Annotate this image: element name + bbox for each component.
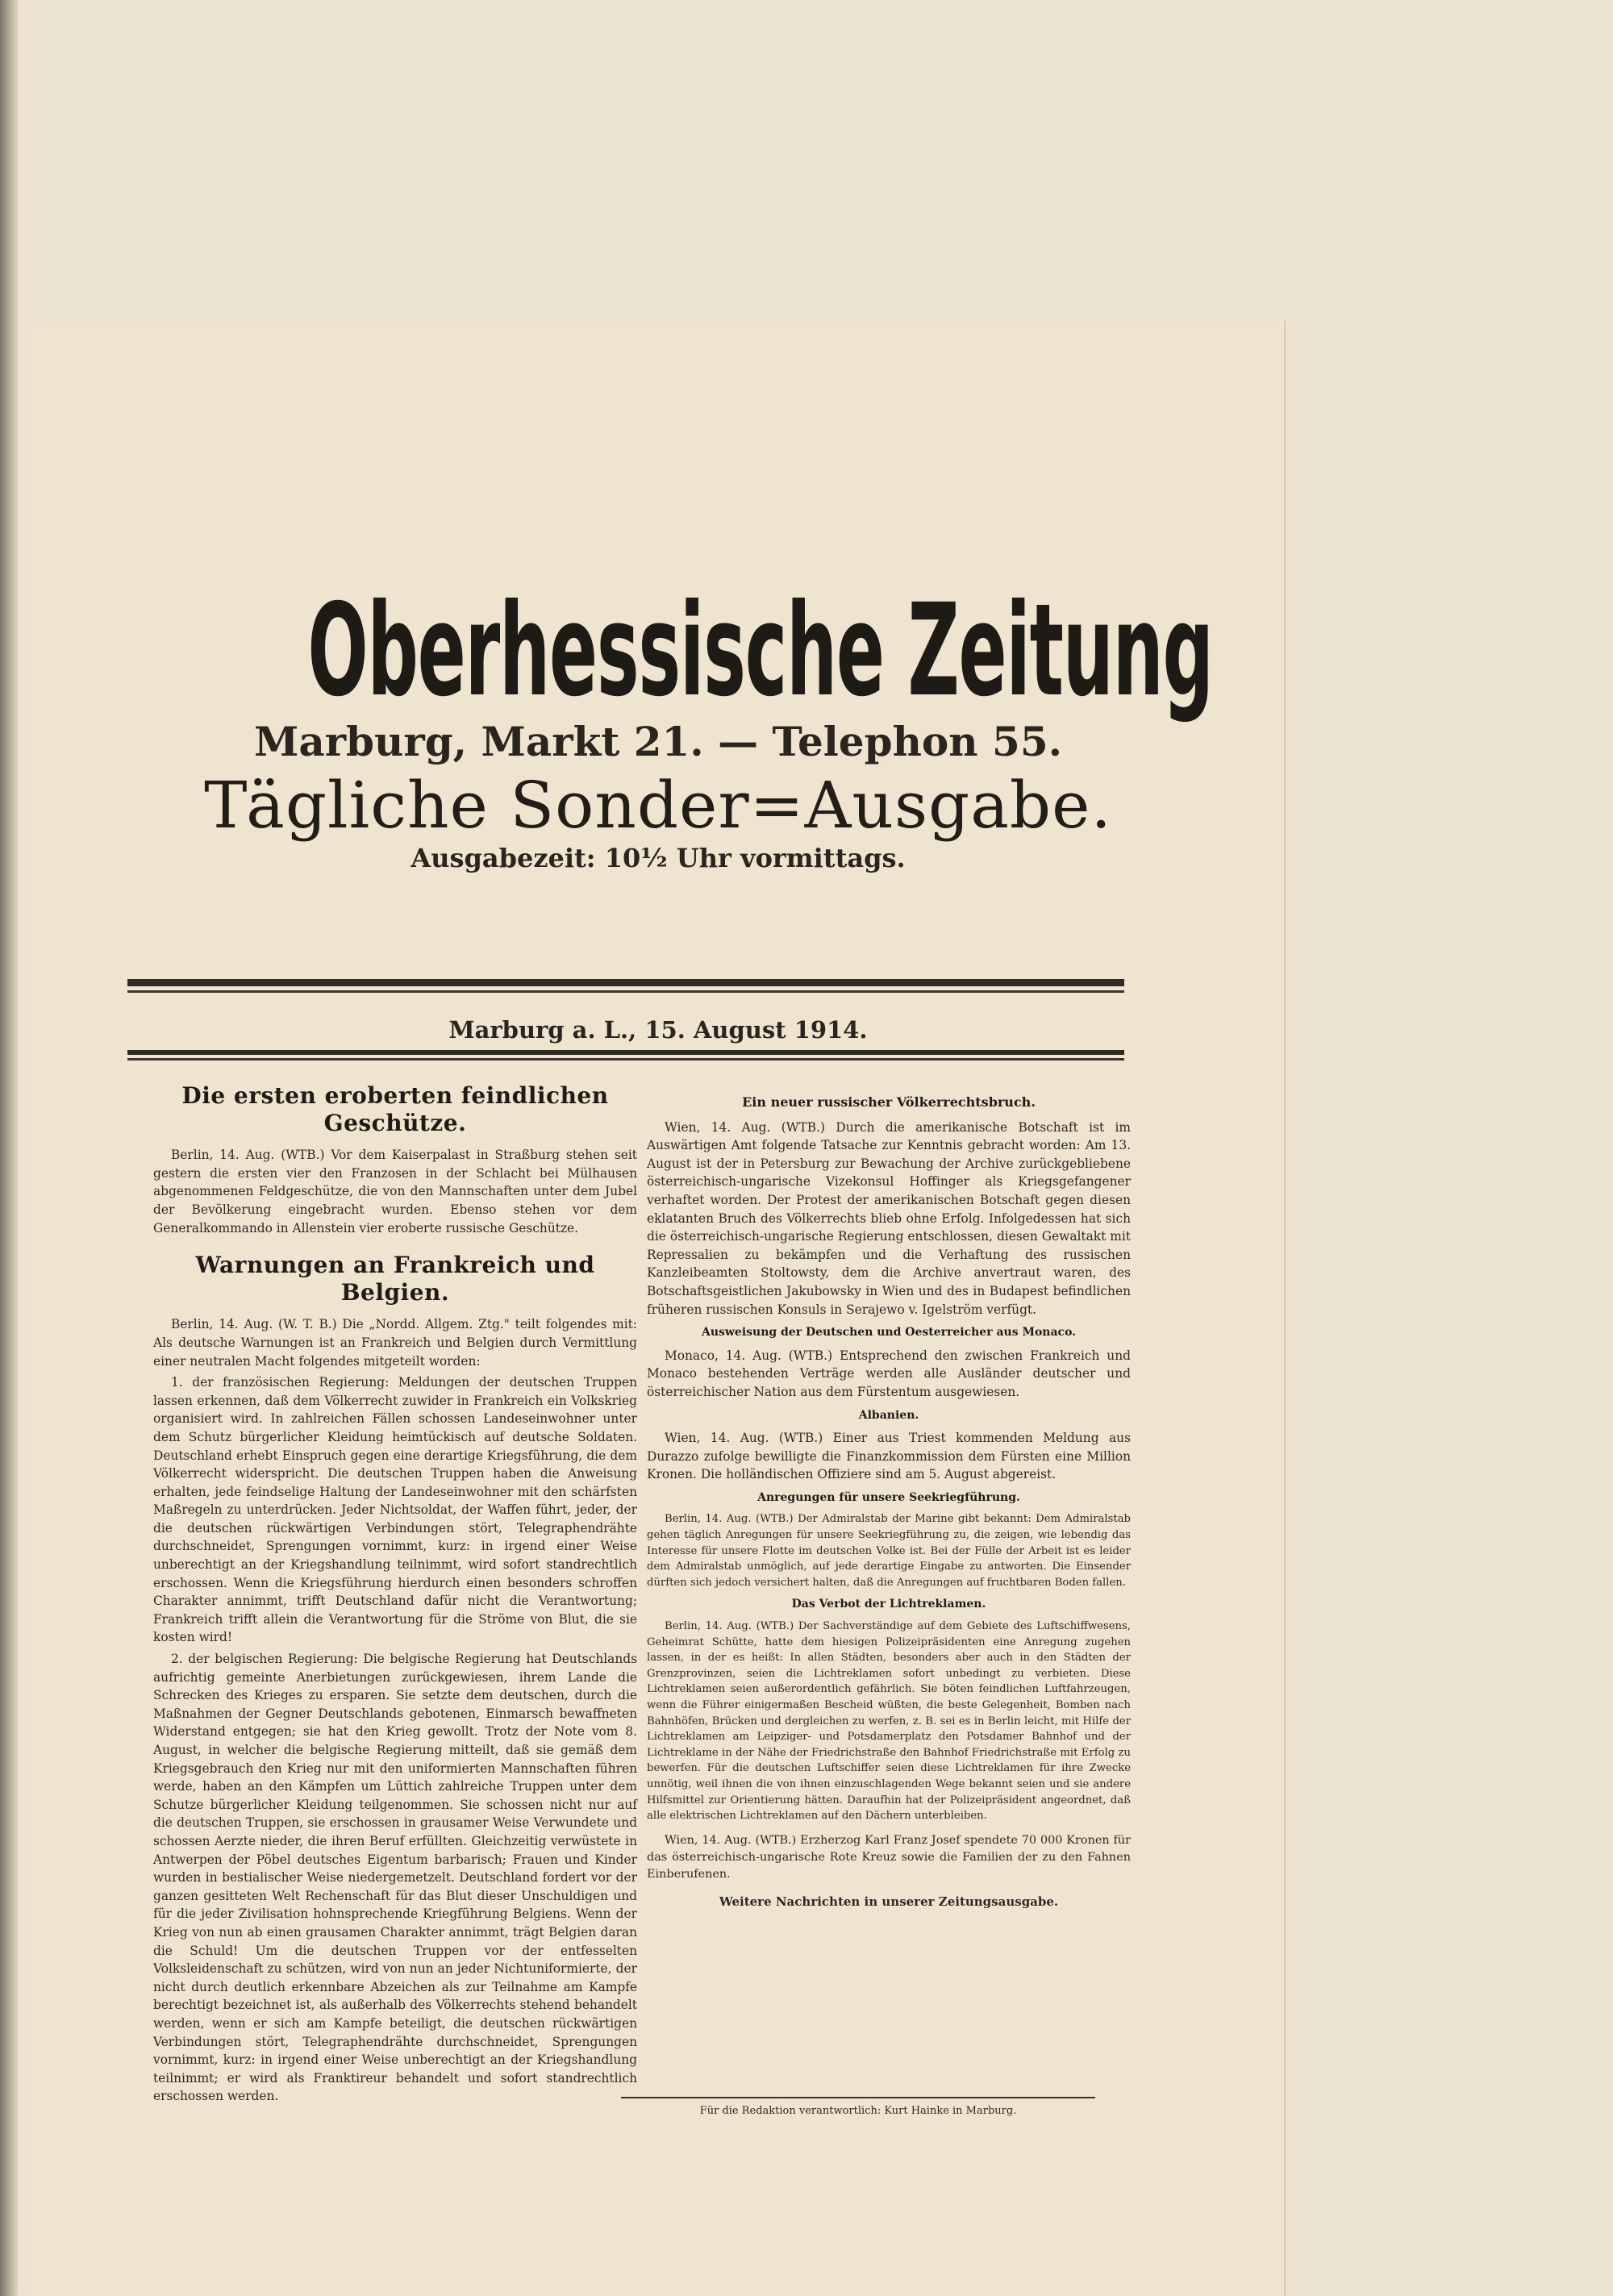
article-warnings-france: 1. der französischen Regierung: Meldungen der deutschen Truppen lassen erkennen, daß dem Völkerrecht zuwider in Frankreich ein Volkskrieg organisiert wird. In zahlreichen Fällen schossen Landeseinwohner unter dem Schutz bürgerlicher Kleidung heimtückisch auf deutsche Soldaten. Deutschland erhebt Einspruch gegen eine derartige Kriegsführung, die dem Völkerrecht widerspricht. Die deutschen Truppen haben die Anweisung erhalten, jede feindselige Haltung der Landeseinwohner mit den schärfsten Maßregeln zu unterdrücken. Jeder Nichtsoldat, der Waffen führt, jeder, der die deutschen rückwärtigen Verbindungen stört, Telegraphendrähte durchschneidet, Sprengungen vornimmt, kurz: in irgend einer Weise unberechtigt an der Kriegshandlung teilnimmt, wird sofort standrechtlich erschossen. Wenn die Kriegsführung hierdurch einen besonders schroffen Charakter annimmt, trifft Deutschland dafür nicht die Verantwortung; Frankreich trifft allein die Verantwortung für die Ströme von Blut, die sie kosten wird! [153, 1375, 637, 1645]
left-column [153, 1082, 637, 2109]
headline-guns: Die ersten eroberten feindlichen Geschütze. [181, 1082, 609, 1136]
headline-russian-breach: Ein neuer russischer Völkerrechtsbruch. [742, 1094, 1036, 1110]
newspaper-title: Oberhessische Zeitung [307, 577, 1213, 725]
footer-rule [621, 2097, 1095, 2098]
article-warnings-belgium: 2. der belgischen Regierung: Die belgische Regierung hat Deutschlands aufrichtig gemeinte Anerbietungen zurückgewiesen, ihrem Lande die Schrecken des Krieges zu ersparen. Sie setzte dem deutschen, durch die Maßnahmen der Gegner Deutschlands gebotenen, Einmarsch bewaffneten Widerstand entgegen; sie hat den Krieg gewollt. Trotz der Note vom 8. August, in welcher die belgische Regierung mitteilt, daß sie gemäß dem Kriegsgebrauch den Krieg nur mit den uniformierten Mannschaften führen werde, haben an den Kämpfen um Lüttich zahlreiche Truppen unter dem Schutze bürgerlicher Kleidung teilgenommen. Sie schossen nicht nur auf die deutschen Truppen, sie erschossen in grausamer Weise Verwundete und schossen Aerzte nieder, die ihren Beruf erfüllten. Gleichzeitig verwüstete in Antwerpen der Pöbel deutsches Eigentum barbarisch; Frauen und Kinder wurden in bestialischer Weise niedergemetzelt. Deutschland fordert vor der ganzen gesitteten Welt Rechenschaft für das Blut dieser Unschuldigen und für die jeder Zivilisation hohnsprechende Kriegführung Belgiens. Wenn der Krieg von nun ab einen grausamen Charakter annimmt, trägt Belgien daran die Schuld! Um die deutschen Truppen vor der entfesselten Volksleidenschaft zu schützen, wird von nun an jeder Nichtuniformierte, der nicht durch deutlich erkennbare Abzeichen als zur Teilnahme am Kampfe berechtigt bezeichnet ist, als außerhalb des Völkerrechts stehend behandelt werden, wenn er sich am Kampfe beteiligt, die deutschen rückwärtigen Verbindungen stört, Telegraphendrähte durchschneidet, Sprengungen vornimmt, kurz: in irgend einer Weise unberechtigt an der Kriegshandlung teilnimmt; er wird als Franktireur behandelt und sofort standrechtlich erschossen werden. [153, 1652, 637, 2104]
article-light-ads: Berlin, 14. Aug. (WTB.) Der Sachverständige auf dem Gebiete des Luftschiffwesens, Geheimrat Schütte, hatte dem hiesigen Polizeipräsidenten eine Anregung zugehen lassen, in der es heißt: In allen Städten, besonders aber auch in den Städten der Grenzprovinzen, seien die Lichtreklamen sofort unbedingt zu verbieten. Diese Lichtreklamen seien außerordentlich gefährlich. Sie böten feindlichen Luftfahrzeugen, wenn die Führer einigermaßen Bescheid wüßten, die beste Gelegenheit, Bomben nach Bahnhöfen, Brücken und dergleichen zu werfen, z. B. sei es in Berlin leicht, mit Hilfe der Lichtreklamen am Leipziger- und Potsdamerplatz den Potsdamer Bahnhof und der Lichtreklame in der Nähe der Friedrichstraße den Bahnhof Friedrichstraße mit Erfolg zu bewerfen. Für die deutschen Luftschiffer seien diese Lichtreklamen für ihre Zwecke unnötig, weil ihnen die von ihnen einzuschlagenden Wege bekannt seien und sie andere Hilfsmittel zur Orientierung hätten. Daraufhin hat der Polizeipräsident angeordnet, daß alle elektrischen Lichtreklamen auf den Dächern unterbleiben. [647, 1620, 1131, 1823]
dateline: Marburg a. L., 15. August 1914. [448, 1016, 868, 1044]
masthead-rule [127, 979, 1124, 986]
headline-monaco: Ausweisung der Deutschen und Oesterreicher aus Monaco. [701, 1326, 1077, 1340]
headline-naval: Anregungen für unsere Seekriegführung. [757, 1490, 1020, 1504]
article-warnings-intro: Berlin, 14. Aug. (W. T. B.) Die „Nordd. Allgem. Ztg." teilt folgendes mit: Als deutsche Warnungen ist an Frankreich und Belgien durch Vermittlung einer neutralen Macht folgendes mitgeteilt worden: [153, 1317, 637, 1369]
dateline-rule [127, 1050, 1124, 1055]
right-column [647, 1089, 1131, 1911]
headline-warnings: Warnungen an Frankreich und Belgien. [195, 1252, 595, 1306]
issue-time: Ausgabezeit: 10½ Uhr vormittags. [411, 843, 906, 873]
dateline-rule-thin [127, 1058, 1124, 1060]
address-line: Marburg, Markt 21. — Telephon 55. [253, 718, 1063, 765]
scan-edge [0, 0, 18, 2296]
masthead [32, 577, 1284, 873]
article-archduke: Wien, 14. Aug. (WTB.) Erzherzog Karl Franz Josef spendete 70 000 Kronen für das österreichisch-ungarische Rote Kreuz sowie die Familien der zu den Fahnen Einberufenen. [647, 1833, 1131, 1881]
article-guns: Berlin, 14. Aug. (WTB.) Vor dem Kaiserpalast in Straßburg stehen seit gestern die ersten vier den Franzosen in der Schlacht bei Mülhausen abgenommenen Feldgeschütze, die von den Mannschaften unter dem Jubel der Bevölkerung eingebracht wurden. Ebenso stehen vor dem Generalkommando in Allenstein vier eroberte russische Geschütze. [153, 1148, 637, 1236]
article-albania: Wien, 14. Aug. (WTB.) Einer aus Triest kommenden Meldung aus Durazzo zufolge bewilligte die Finanzkommission dem Fürsten eine Million Kronen. Die holländischen Offiziere sind am 5. August abgereist. [647, 1431, 1131, 1482]
headline-light-ads: Das Verbot der Lichtreklamen. [791, 1598, 986, 1611]
headline-albania: Albanien. [858, 1408, 919, 1422]
article-naval: Berlin, 14. Aug. (WTB.) Der Admiralstab der Marine gibt bekannt: Dem Admiralstab gehen täglich Anregungen für unsere Seekriegführung zu, die zeigen, wie lebendig das Interesse für unsere Flotte im deutschen Volke ist. Bei der Fülle der Arbeit ist es leider dem Admiralstab unmöglich, auf jede derartige Eingabe zu antworten. Die Einsender dürften sich jedoch versichert halten, daß die Anregungen auf fruchtbaren Boden fallen. [647, 1513, 1131, 1589]
newspaper-sheet [32, 321, 1284, 2296]
imprint-footer: Für die Redaktion verantwortlich: Kurt Hainke in Marburg. [699, 2105, 1017, 2117]
article-russian-breach: Wien, 14. Aug. (WTB.) Durch die amerikanische Botschaft ist im Auswärtigen Amt folgende Tatsache zur Kenntnis gebracht worden: Am 13. August ist der in Petersburg zur Bewachung der Archive zurückgebliebene österreichisch-ungarische Vizekonsul Hoffinger als Kriegsgefangener verhaftet worden. Der Protest der amerikanischen Botschaft gegen diesen eklatanten Bruch des Völkerrechts blieb ohne Erfolg. Infolgedessen hat sich die österreichisch-ungarische Regierung entschlossen, diesen Gewaltakt mit Repressalien zu bekämpfen und die Verhaftung des russischen Kanzleibeamten Stoltowsty, dem die Archive anvertraut waren, des Botschaftsgeistlichen Jakubowsky in Wien und des in Budapest befindlichen früheren russischen Konsuls in Serajewo v. Igelström verfügt. [647, 1119, 1131, 1317]
masthead-rule-thin [127, 990, 1124, 993]
edition-line: Tägliche Sonder=Ausgabe. [204, 768, 1112, 843]
more-news-note: Weitere Nachrichten in unserer Zeitungsausgabe. [719, 1894, 1059, 1910]
article-monaco: Monaco, 14. Aug. (WTB.) Entsprechend den zwischen Frankreich und Monaco bestehenden Verträge werden alle Ausländer deutscher und österreichischer Nation aus dem Fürstentum ausgewiesen. [647, 1348, 1131, 1399]
